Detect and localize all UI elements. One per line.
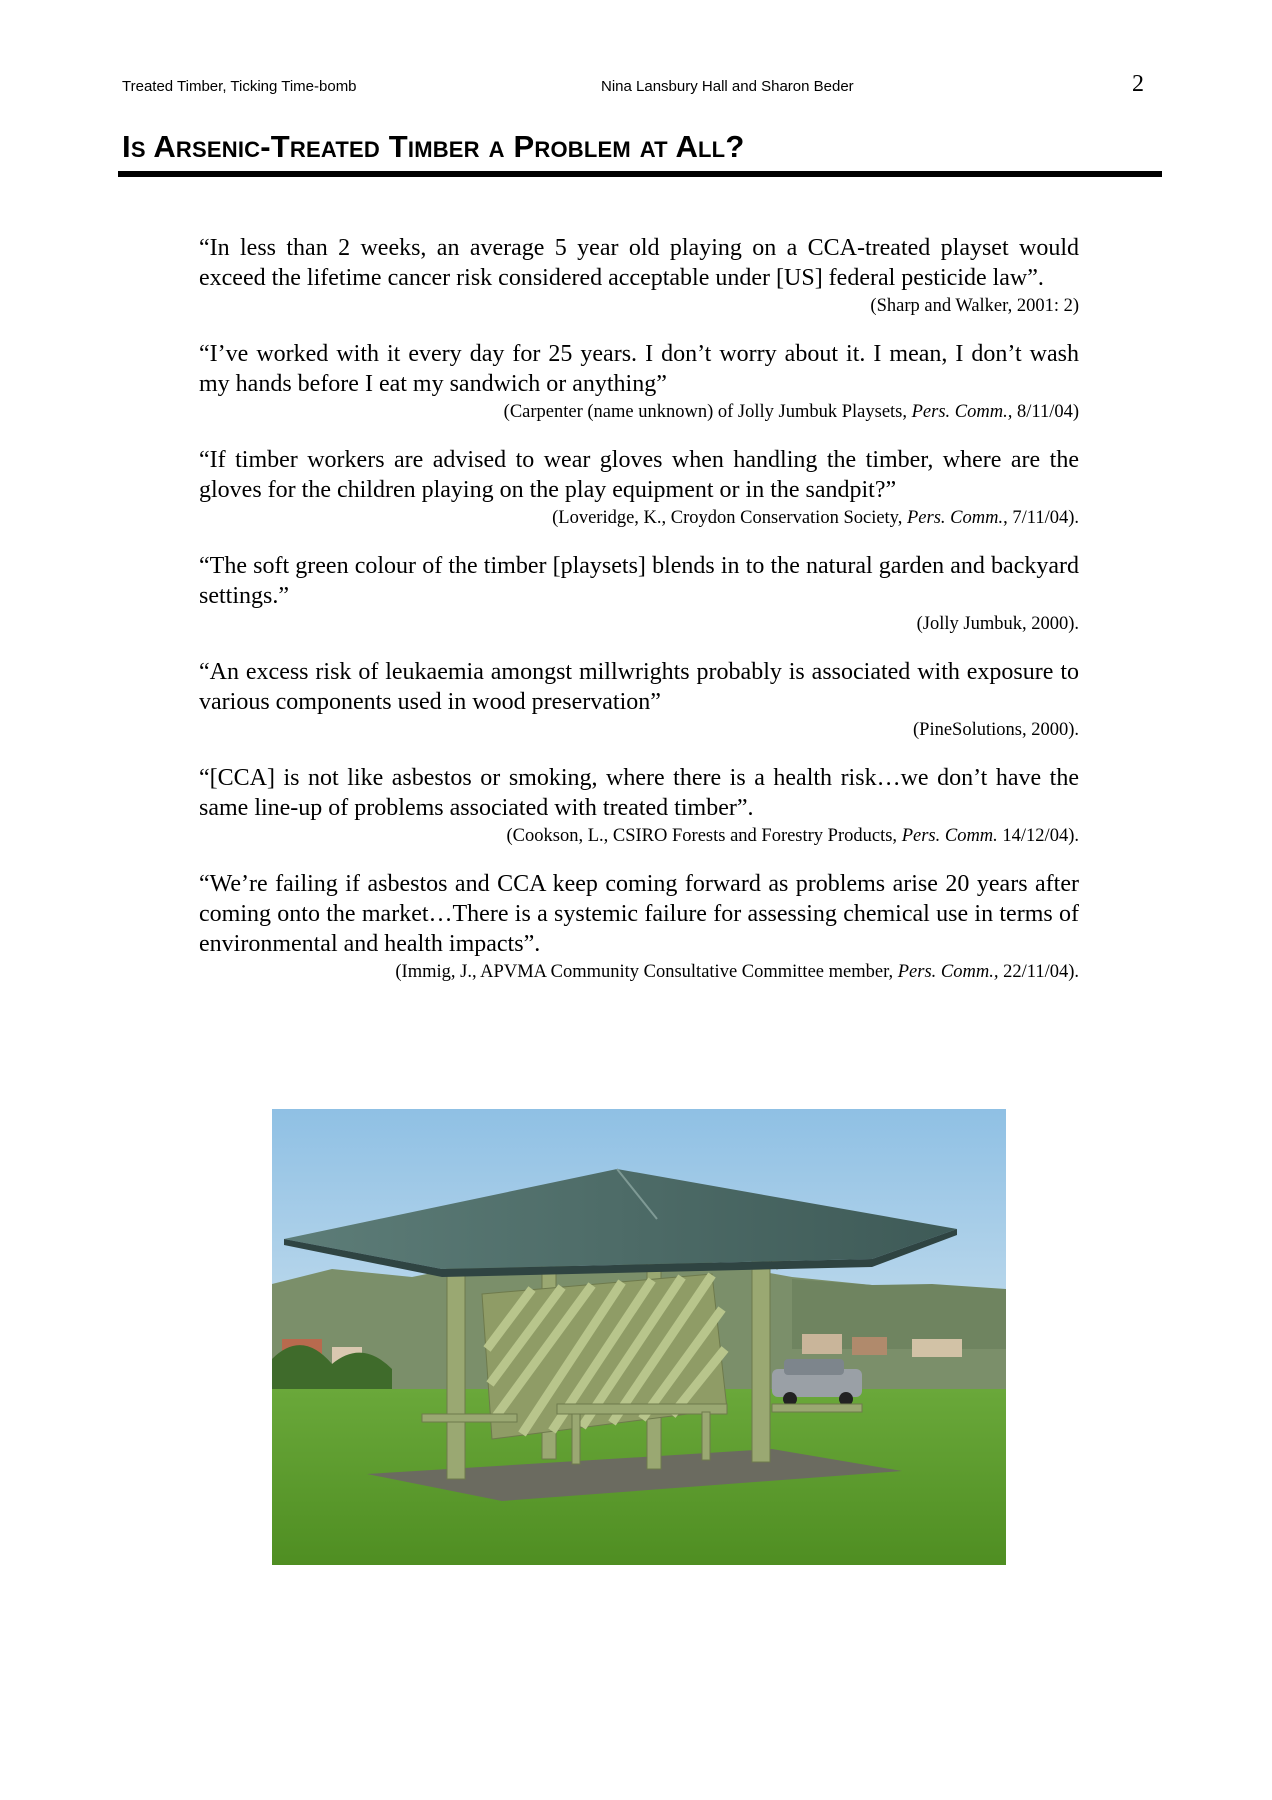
quote-block xyxy=(199,657,1079,742)
citation-source: (PineSolutions, 2000). xyxy=(913,720,1079,740)
citation-source: (Sharp and Walker, 2001: 2) xyxy=(870,296,1079,316)
quote-text: “The soft green colour of the timber [playsets] blends in to the natural garden and backyard settings.” xyxy=(199,553,1079,609)
citation-italic: Pers. Comm., xyxy=(911,402,1013,422)
quote-text: “I’ve worked with it every day for 25 years. I don’t worry about it. I mean, I don’t wash my hands before I eat my sandwich or anything” xyxy=(199,341,1079,397)
citation-source: (Carpenter (name unknown) of Jolly Jumbuk Playsets, xyxy=(503,402,912,422)
quote-citation xyxy=(199,612,1079,636)
quote-citation xyxy=(199,294,1079,318)
quote-list xyxy=(199,233,1079,984)
quote-citation xyxy=(199,960,1079,984)
page-header xyxy=(122,71,1144,104)
photo-illustration xyxy=(272,1109,1006,1565)
heading-rule xyxy=(118,171,1162,177)
quote-citation xyxy=(199,506,1079,530)
citation-italic: Pers. Comm. xyxy=(907,508,1004,528)
header-title: Treated Timber, Ticking Time-bomb xyxy=(122,78,357,95)
quote-citation xyxy=(199,400,1079,424)
page-number: 2 xyxy=(1132,71,1144,97)
citation-source: (Loveridge, K., Croydon Conservation Society, xyxy=(552,508,907,528)
quote-block xyxy=(199,551,1079,636)
citation-italic: Pers. Comm. xyxy=(901,826,998,846)
quote-block xyxy=(199,445,1079,530)
quote-text: “[CCA] is not like asbestos or smoking, where there is a health risk…we don’t have the same line-up of problems associated with treated timber”. xyxy=(199,765,1079,821)
quote-text: “We’re failing if asbestos and CCA keep coming forward as problems arise 20 years after coming onto the market…There is a systemic failure for assessing chemical use in terms of environmental and health impacts”. xyxy=(199,871,1079,957)
picnic-shelter-photo xyxy=(272,1109,1006,1565)
quote-block xyxy=(199,763,1079,848)
quote-citation xyxy=(199,824,1079,848)
quote-block xyxy=(199,233,1079,318)
citation-date: 14/12/04). xyxy=(997,826,1079,846)
citation-date: 8/11/04) xyxy=(1012,402,1079,422)
citation-date: 22/11/04). xyxy=(998,962,1079,982)
quote-text: “If timber workers are advised to wear gloves when handling the timber, where are the gloves for the children playing on the play equipment or in the sandpit?” xyxy=(199,447,1079,503)
quote-text: “In less than 2 weeks, an average 5 year old playing on a CCA-treated playset would exceed the lifetime cancer risk considered acceptable under [US] federal pesticide law”. xyxy=(199,235,1079,291)
citation-italic: Pers. Comm., xyxy=(897,962,999,982)
quote-block xyxy=(199,339,1079,424)
header-authors: Nina Lansbury Hall and Sharon Beder xyxy=(601,78,854,95)
quote-citation xyxy=(199,718,1079,742)
quote-text: “An excess risk of leukaemia amongst millwrights probably is associated with exposure to various components used in wood preservation” xyxy=(199,659,1079,715)
citation-date: , 7/11/04). xyxy=(1003,508,1079,528)
quote-block xyxy=(199,869,1079,984)
citation-source: (Jolly Jumbuk, 2000). xyxy=(916,614,1079,634)
section-heading: Is Arsenic-Treated Timber a Problem at All? xyxy=(122,129,745,164)
citation-source: (Cookson, L., CSIRO Forests and Forestry Products, xyxy=(506,826,902,846)
citation-source: (Immig, J., APVMA Community Consultative Committee member, xyxy=(395,962,898,982)
